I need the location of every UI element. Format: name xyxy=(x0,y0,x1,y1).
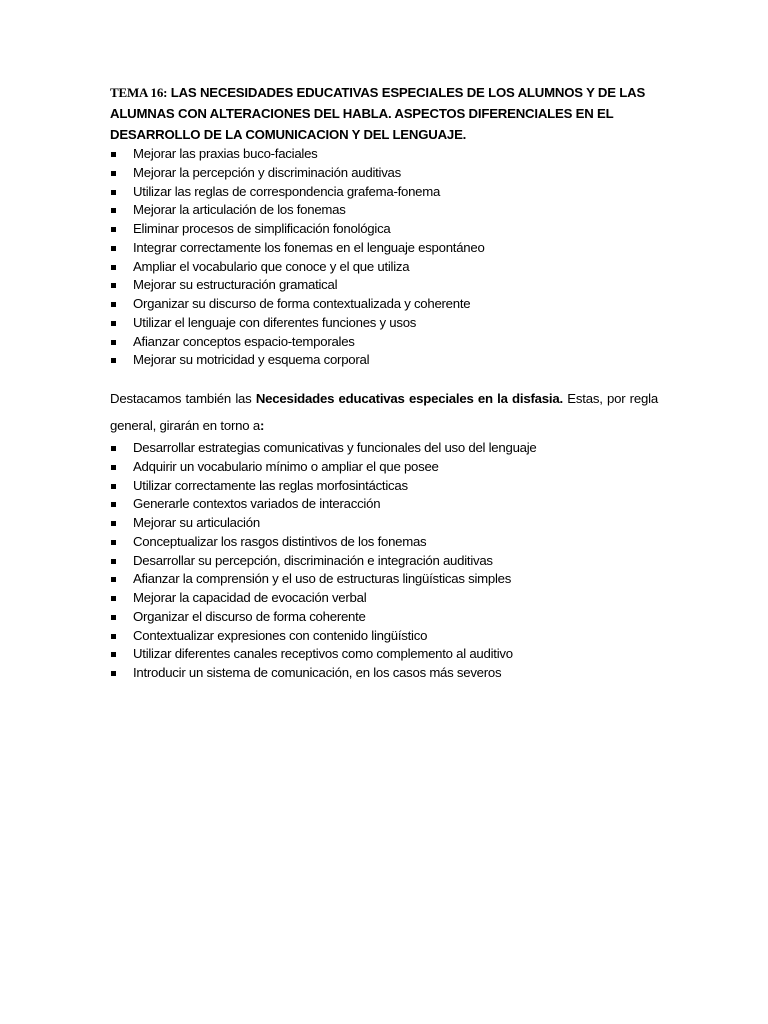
bullet-square-icon xyxy=(111,634,116,639)
list-item xyxy=(110,439,658,458)
list-item xyxy=(110,314,658,333)
speech-needs-list xyxy=(110,145,658,370)
bullet-square-icon xyxy=(111,596,116,601)
bullet-square-icon xyxy=(111,559,116,564)
list-item xyxy=(110,458,658,477)
bullet-square-icon xyxy=(111,321,116,326)
bullet-square-icon xyxy=(111,484,116,489)
bullet-square-icon xyxy=(111,465,116,470)
list-item xyxy=(110,145,658,164)
list-item-text: Utilizar diferentes canales receptivos como complemento al auditivo xyxy=(133,646,513,662)
list-item xyxy=(110,608,658,627)
document-page xyxy=(110,82,658,683)
list-item xyxy=(110,295,658,314)
list-item xyxy=(110,514,658,533)
bullet-square-icon xyxy=(111,190,116,195)
list-item-text: Mejorar su articulación xyxy=(133,515,260,530)
bullet-square-icon xyxy=(111,652,116,657)
list-item xyxy=(110,201,658,220)
list-item xyxy=(110,627,658,646)
list-item-text: Eliminar procesos de simplificación fonológica xyxy=(133,221,391,236)
bullet-square-icon xyxy=(111,358,116,363)
list-item-text: Adquirir un vocabulario mínimo o ampliar el que posee xyxy=(133,458,439,474)
list-item-text: Desarrollar estrategias comunicativas y funcionales del uso del lenguaje xyxy=(133,440,537,455)
bullet-square-icon xyxy=(111,340,116,345)
list-item-text: Mejorar la percepción y discriminación auditivas xyxy=(133,164,401,180)
list-item xyxy=(110,477,658,496)
list-item-text: Afianzar la comprensión y el uso de estructuras lingüísticas simples xyxy=(133,571,512,587)
list-item-text: Organizar el discurso de forma coherente xyxy=(133,608,366,624)
list-item-text: Generarle contextos variados de interacción xyxy=(133,496,381,512)
bullet-square-icon xyxy=(111,208,116,213)
list-item-text: Ampliar el vocabulario que conoce y el que utiliza xyxy=(133,258,410,274)
bullet-square-icon xyxy=(111,446,116,451)
dysphasia-intro-paragraph xyxy=(110,385,658,439)
bullet-square-icon xyxy=(111,502,116,507)
bullet-square-icon xyxy=(111,227,116,232)
list-item-text: Mejorar su motricidad y esquema corporal xyxy=(133,352,370,368)
list-item-text: Desarrollar su percepción, discriminación e integración auditivas xyxy=(133,552,493,568)
list-item-text: Conceptualizar los rasgos distintivos de los fonemas xyxy=(133,533,427,549)
list-item-text: Mejorar las praxias buco-faciales xyxy=(133,146,318,161)
document-title xyxy=(110,82,658,145)
list-item xyxy=(110,276,658,295)
list-item xyxy=(110,495,658,514)
bullet-square-icon xyxy=(111,521,116,526)
list-item xyxy=(110,533,658,552)
list-item xyxy=(110,258,658,277)
list-item xyxy=(110,333,658,352)
list-item-text: Mejorar su estructuración gramatical xyxy=(133,277,338,293)
intro-text-end: Estas, por regla general, girarán en torno a xyxy=(110,391,658,433)
list-item xyxy=(110,552,658,571)
list-item xyxy=(110,351,658,370)
list-item xyxy=(110,645,658,664)
list-item xyxy=(110,239,658,258)
list-item-text: Afianzar conceptos espacio-temporales xyxy=(133,333,355,349)
bullet-square-icon xyxy=(111,246,116,251)
intro-colon: : xyxy=(260,418,265,433)
dysphasia-needs-list xyxy=(110,439,658,683)
bullet-square-icon xyxy=(111,283,116,288)
list-item xyxy=(110,183,658,202)
list-item xyxy=(110,589,658,608)
list-item-text: Mejorar la articulación de los fonemas xyxy=(133,202,346,218)
bullet-square-icon xyxy=(111,615,116,620)
list-item xyxy=(110,570,658,589)
bullet-square-icon xyxy=(111,265,116,270)
bullet-square-icon xyxy=(111,152,116,157)
list-item xyxy=(110,220,658,239)
list-item-text: Contextualizar expresiones con contenido lingüístico xyxy=(133,627,428,643)
list-item-text: Organizar su discurso de forma contextualizada y coherente xyxy=(133,296,471,311)
list-item-text: Utilizar correctamente las reglas morfosintácticas xyxy=(133,477,408,493)
title-text: LAS NECESIDADES EDUCATIVAS ESPECIALES DE LOS ALUMNOS Y DE LAS ALUMNAS CON ALTERACIONES DEL HABLA. ASPECTOS DIFERENCIALES EN EL DESARROLLO DE LA COMUNICACION Y DEL LENGUAJE. xyxy=(110,85,646,142)
intro-text-start: Destacamos también las xyxy=(110,391,256,406)
list-item xyxy=(110,664,658,683)
list-item-text: Introducir un sistema de comunicación, en los casos más severos xyxy=(133,665,502,680)
bullet-square-icon xyxy=(111,671,116,676)
list-item xyxy=(110,164,658,183)
list-item-text: Integrar correctamente los fonemas en el lenguaje espontáneo xyxy=(133,239,485,255)
list-item-text: Utilizar las reglas de correspondencia grafema-fonema xyxy=(133,183,441,199)
bullet-square-icon xyxy=(111,171,116,176)
title-topic-number: TEMA 16: xyxy=(110,85,168,100)
bullet-square-icon xyxy=(111,302,116,307)
list-item-text: Utilizar el lenguaje con diferentes funciones y usos xyxy=(133,314,417,330)
bullet-square-icon xyxy=(111,540,116,545)
intro-bold-heading: Necesidades educativas especiales en la disfasia. xyxy=(255,391,563,406)
bullet-square-icon xyxy=(111,577,116,582)
list-item-text: Mejorar la capacidad de evocación verbal xyxy=(133,590,367,605)
